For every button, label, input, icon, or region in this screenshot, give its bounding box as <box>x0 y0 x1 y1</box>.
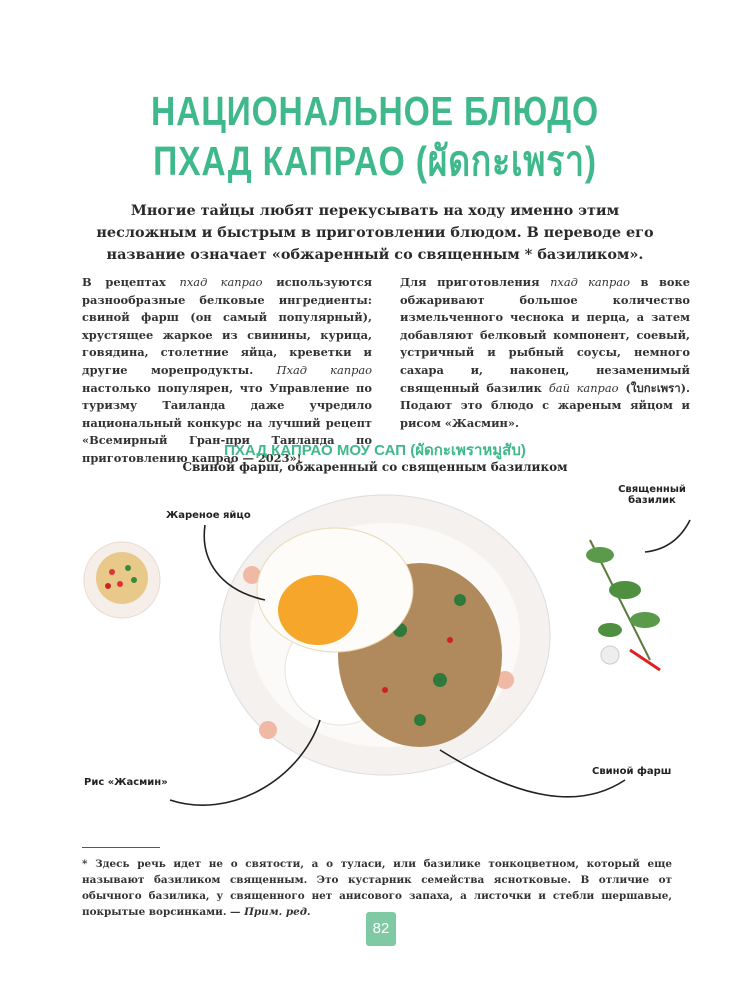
label-fried-egg: Жареное яйцо <box>166 510 251 521</box>
dish-subtitle: Свиной фарш, обжаренный со священным базиликом <box>182 460 568 474</box>
body-column-left: В рецептах пхад капрао используются разнообразные белковые ингредиенты: свиной фарш (он самый популярный), хрустящее жаркое из свинины, курица, говядина, столетние яйца, креветки и другие морепродукты. Пхад капрао настолько популярен, что Управление по туризму Таиланда даже учредило национальный конкурс на лучший рецепт «Всемирный Гран-при Таиланда по приготовлению капрао — 2023»! <box>82 275 373 465</box>
lead-paragraph: Многие тайцы любят перекусывать на ходу именно этим несложным и быстрым в приготовлении блюдом. В переводе его название означает «обжаренный со священным * базиликом». <box>96 202 654 263</box>
footnote-divider <box>82 847 160 848</box>
body-column-right: Для приготовления пхад капрао в воке обжаривают большое количество измельченного чеснока и перца, а затем добавляют белковый компонент, соевый, устричный и рыбный соусы, немного сахара и, наконец, незаменимый священный базилик бай капрао (ใบกะเพรา). Подают это блюдо с жареным яйцом и рисом «Жасмин». <box>400 275 690 430</box>
label-jasmine-rice: Рис «Жасмин» <box>84 777 168 788</box>
basil-sprig <box>586 540 660 670</box>
fried-egg <box>257 528 413 652</box>
page-title-line1: НАЦИОНАЛЬНОЕ БЛЮДО <box>151 88 599 134</box>
dish-title: ПХАД КАПРАО МОУ САП (ผัดกะเพราหมูสับ) <box>224 442 526 459</box>
sauce-bowl <box>84 542 160 618</box>
footnote: * Здесь речь идет не о святости, а о туласи, или базилике тонкоцветном, который еще называют базиликом священным. Это кустарник семейства яснотковые. В отличие от обычного базилика, у священного нет анисового запаха, а листочки и стебли шершавые, покрытые ворсинками. — Прим. ред. <box>82 858 672 918</box>
page-title-line2: ПХАД КАПРАО (ผัดกะเพรา) <box>153 138 597 184</box>
label-minced-pork: Свиной фарш <box>592 766 672 777</box>
page-number: 82 <box>366 912 396 946</box>
label-holy-basil: Священный базилик <box>618 484 686 506</box>
